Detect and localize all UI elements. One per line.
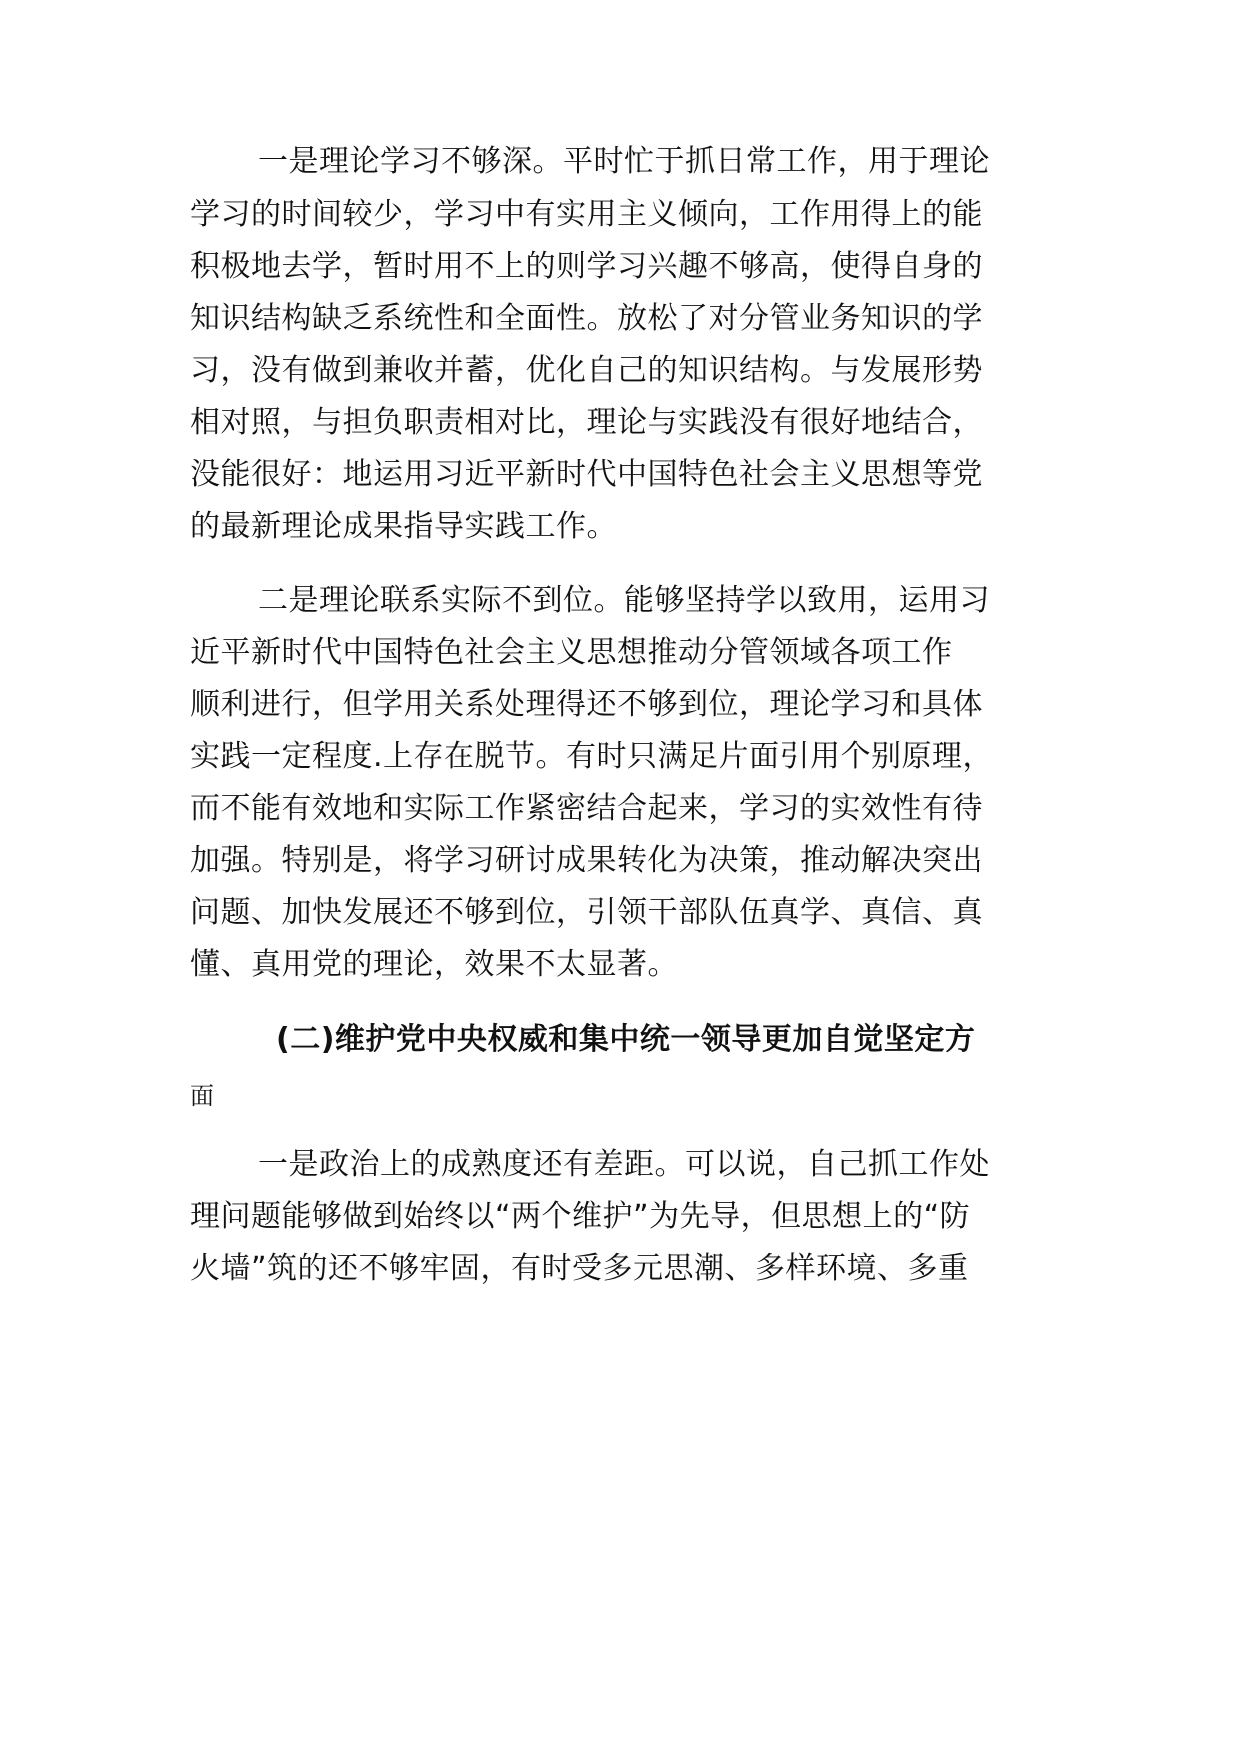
paragraph-line: 一是理论学习不够深。平时忙于抓日常工作，用于理论 (258, 144, 990, 179)
paragraph-line: 二是理论联系实际不到位。能够坚持学以致用，运用习 (258, 583, 990, 618)
paragraph-line: 而不能有效地和实际工作紧密结合起来，学习的实效性有待 (190, 791, 983, 826)
paragraph-line: 积极地去学，暂时用不上的则学习兴趣不够高，使得自身的 (190, 249, 983, 284)
paragraph-line: 知识结构缺乏系统性和全面性。放松了对分管业务知识的学 (190, 301, 983, 336)
paragraph-line: 一是政治上的成熟度还有差距。可以说，自己抓工作处 (258, 1147, 990, 1182)
section-heading-continuation: 面 (190, 1082, 215, 1110)
paragraph-line: 近平新时代中国特色社会主义思想推动分管领域各项工作 (190, 635, 953, 670)
paragraph-line: 理问题能够做到始终以“两个维护”为先导，但思想上的“防 (190, 1199, 971, 1234)
paragraph-line: 相对照，与担负职责相对比，理论与实践没有很好地结合， (190, 405, 983, 440)
paragraph-line: 学习的时间较少，学习中有实用主义倾向，工作用得上的能 (190, 197, 983, 232)
paragraph-line: 顺利进行，但学用关系处理得还不够到位，理论学习和具体 (190, 687, 983, 722)
paragraph-line: 懂、真用党的理论，效果不太显著。 (190, 947, 678, 982)
paragraph-line: 火墙”筑的还不够牢固，有时受多元思潮、多样环境、多重 (190, 1251, 969, 1286)
paragraph-line: 加强。特别是，将学习研讨成果转化为决策，推动解决突出 (190, 843, 983, 878)
paragraph-line: 没能很好：地运用习近平新时代中国特色社会主义思想等党 (190, 457, 983, 492)
paragraph-line: 的最新理论成果指导实践工作。 (190, 509, 617, 544)
paragraph-line: 习，没有做到兼收并蓄，优化自己的知识结构。与发展形势 (190, 353, 983, 388)
section-heading: (二)维护党中央权威和集中统一领导更加自觉坚定方 (276, 1022, 976, 1057)
paragraph-line: 问题、加快发展还不够到位，引领干部队伍真学、真信、真 (190, 895, 983, 930)
paragraph-line: 实践一定程度.上存在脱节。有时只满足片面引用个别原理， (190, 739, 994, 774)
